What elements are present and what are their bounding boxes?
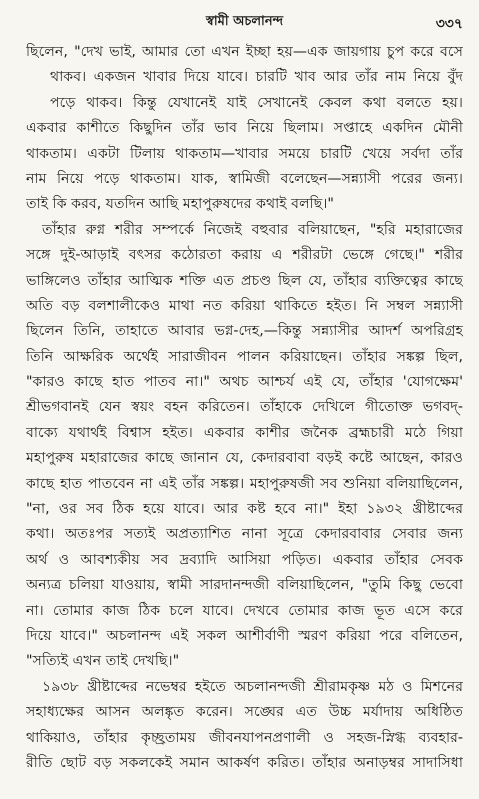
text-line: ভাঙ্গিলেও তাঁহার আত্মিক শক্তি এত প্রচণ্ড ছিল যে, তাঁহার ব্যক্তিত্বের কাছে (26, 272, 463, 289)
text-line: নাম নিয়ে পড়ে থাকতাম। যাক, স্বামিজী বলেছেন—সন্ন্যাসী পরের জন্য। (26, 170, 463, 187)
text-line: রীতি ছোট বড় সকলকেই সমান আকর্ষণ করিত। তাঁহার অনাড়ম্বর সাদাসিধা (26, 754, 463, 771)
text-line: "না, ওর সব ঠিক হয়ে যাবে। আর কষ্ট হবে না।" ইহা ১৯৩২ খ্রীষ্টাব্দের (26, 501, 463, 518)
text-line: অর্থ ও আবশ্যকীয় সব দ্রব্যাদি আসিয়া পড়িত। একবার তাঁহার সেবক (26, 551, 463, 568)
running-title: স্বামী অচলানন্দ (205, 14, 284, 29)
text-line: থাকিয়াও, তাঁহার কৃচ্ছ্রতাময় জীবনযাপনপ্রণালী ও সহজ-স্নিগ্ধ ব্যবহার- (26, 729, 463, 746)
text-line: শ্রীভগবানই যেন স্বয়ং বহন করিতেন। তাঁহাকে দেখিলে গীতোক্ত ভগবদ্- (26, 399, 463, 416)
text-line: বাক্যে যথার্থই বিশ্বাস হইত। একবার কাশীর জনৈক ব্রহ্মচারী মঠে গিয়া (26, 424, 463, 441)
text-line: কাছে হাত পাতবেন না এই তাঁর সঙ্কল্প। মহাপুরুষজী সব শুনিয়া বলিয়াছিলেন, (26, 475, 463, 492)
paragraph-start-line: তাঁহার রুগ্ন শরীর সম্পর্কে নিজেই বহুবার বলিয়াছেন, "হরি মহারাজের (42, 221, 463, 238)
page-header (26, 10, 463, 36)
text-line: না। তোমার কাজ ঠিক চলে যাবে। দেখবে তোমার কাজ ভূত এসে করে (26, 602, 463, 619)
text-line: একবার কাশীতে কিছুদিন তাঁর ভাব নিয়ে ছিলাম। সপ্তাহে একদিন মৌনী (26, 120, 463, 137)
text-line: কথা। অতঃপর সত্যই অপ্রত্যাশিত নানা সূত্রে কেদারবাবার সেবার জন্য (26, 526, 463, 543)
text-line: অতি বড় বলশালীকেও মাথা নত করিয়া থাকিতে হইত। নি সম্বল সন্ন্যাসী (26, 297, 463, 314)
text-line: তাই কি করব, যতদিন আছি মহাপুরুষদের কথাই বলছি।" (26, 196, 334, 213)
body-text (26, 40, 463, 776)
text-line: দিয়ে যাবে।" অচলানন্দ এই সকল আশীর্বাণী স্মরণ করিয়া পরে বলিতেন, (26, 627, 463, 644)
paragraph-start-line: ১৯৩৮ খ্রীষ্টাব্দের নভেম্বর হইতে অচলানন্দজী শ্রীরামকৃষ্ণ মঠ ও মিশনের (42, 678, 463, 695)
text-line: "কারও কাছে হাত পাতব না।" অথচ আশ্চর্য এই যে, তাঁহার 'যোগক্ষেম' (26, 374, 463, 391)
text-line: মহাপুরুষ মহারাজের কাছে জানান যে, কেদারবাবা বড়ই কষ্টে আছেন, কারও (26, 450, 463, 467)
page-number: ৩৩৭ (435, 16, 463, 32)
text-line: থাকতাম। একটা টিলায় থাকতাম—খাবার সময়ে চারটি খেয়ে সর্বদা তাঁর (26, 145, 463, 162)
text-line: পড়ে থাকব। কিন্তু যেখানেই যাই সেখানেই কেবল কথা বলতে হয়। (50, 94, 463, 111)
text-line: "সত্যিই এখন তাই দেখছি।" (26, 653, 180, 670)
text-line: ছিলেন, "দেখ ভাই, আমার তো এখন ইচ্ছা হয়—এক জায়গায় চুপ করে বসে (26, 44, 463, 60)
text-line: ছিলেন তিনি, তাহাতে আবার ভগ্ন-দেহ,—কিন্তু সন্ন্যাসীর আদর্শ অপরিগ্রহ (26, 323, 463, 340)
text-line: সহাধ্যক্ষের আসন অলঙ্কৃত করেন। সঙ্ঘের এত উচ্চ মর্যাদায় অধিষ্ঠিত (26, 704, 463, 721)
text-line: সঙ্গে দুই-আড়াই বৎসর কঠোরতা করায় এ শরীরটা ভেঙ্গে গেছে।" শরীর (26, 247, 463, 264)
text-line: অন্যত্র চলিয়া যাওয়ায়, স্বামী সারদানন্দজী বলিয়াছিলেন, "তুমি কিছু ভেবো (26, 577, 463, 594)
text-line: থাকব। একজন খাবার দিয়ে যাবে। চারটি খাব আর তাঁর নাম নিয়ে বুঁদ (50, 69, 463, 86)
text-line: তিনি আক্ষরিক অর্থেই সারাজীবন পালন করিয়াছেন। তাঁহার সঙ্কল্প ছিল, (26, 348, 463, 365)
